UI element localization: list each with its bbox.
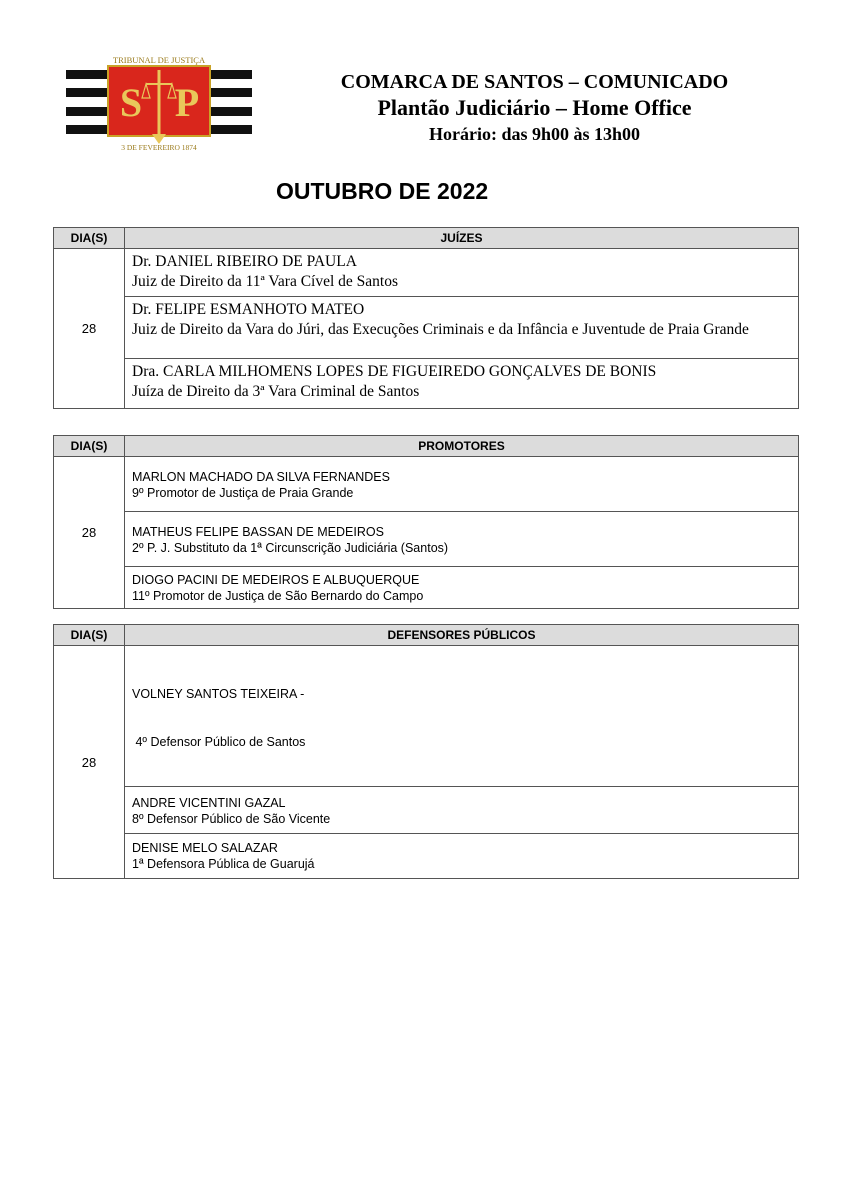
entry-name: VOLNEY SANTOS TEIXEIRA - (132, 687, 305, 701)
tribunal-logo (66, 52, 252, 152)
entry-name: MATHEUS FELIPE BASSAN DE MEDEIROS (132, 525, 384, 539)
entry-role: 2º P. J. Substituto da 1ª Circunscrição Judiciária (Santos) (132, 541, 449, 555)
logo-letter-s: S (119, 80, 143, 125)
entry-name: DENISE MELO SALAZAR (132, 841, 278, 855)
day-cell: 28 (54, 457, 125, 609)
header-line-plantao: Plantão Judiciário – Home Office (377, 95, 692, 120)
entry-role: Juíza de Direito da 3ª Vara Criminal de Santos (132, 383, 420, 400)
table-row (125, 567, 799, 609)
entry-role: 9º Promotor de Justiça de Praia Grande (132, 486, 354, 500)
logo-bottom-text: 3 DE FEVEREIRO 1874 (121, 143, 197, 152)
entry-role: 1ª Defensora Pública de Guarujá (132, 857, 315, 871)
judges-header: JUÍZES (125, 228, 799, 249)
prosecutors-table (53, 435, 799, 609)
header-line-comarca: COMARCA DE SANTOS – COMUNICADO (340, 71, 729, 93)
entry-name: DIOGO PACINI DE MEDEIROS E ALBUQUERQUE (132, 573, 420, 587)
day-column-header: DIA(S) (54, 625, 125, 646)
day-column-header: DIA(S) (54, 228, 125, 249)
logo-top-text: TRIBUNAL DE JUSTIÇA (112, 55, 206, 65)
entry-role: 8º Defensor Público de São Vicente (132, 812, 331, 826)
entry-role: 11º Promotor de Justiça de São Bernardo do Campo (132, 589, 424, 603)
prosecutors-header: PROMOTORES (125, 436, 799, 457)
day-cell: 28 (54, 249, 125, 409)
judges-table (53, 227, 799, 409)
entry-name: ANDRE VICENTINI GAZAL (132, 796, 286, 810)
entry-role: 4º Defensor Público de Santos (132, 735, 306, 749)
day-column-header: DIA(S) (54, 436, 125, 457)
table-row (125, 297, 799, 359)
table-row (125, 249, 799, 297)
table-row (125, 512, 799, 567)
table-row (125, 787, 799, 834)
entry-name: Dr. FELIPE ESMANHOTO MATEO (132, 301, 365, 318)
month-title: OUTUBRO DE 2022 (276, 178, 489, 204)
entry-role: Juiz de Direito da Vara do Júri, das Execuções Criminais e da Infância e Juventude de Praia Grande (132, 321, 749, 338)
logo-letter-p: P (174, 80, 200, 125)
day-cell: 28 (54, 646, 125, 879)
table-row (125, 834, 799, 879)
defenders-table (53, 624, 799, 879)
table-row (125, 457, 799, 512)
entry-role: Juiz de Direito da 11ª Vara Cível de Santos (132, 273, 398, 290)
header-line-horario: Horário: das 9h00 às 13h00 (428, 124, 641, 144)
table-row (125, 359, 799, 409)
entry-name: Dr. DANIEL RIBEIRO DE PAULA (132, 253, 357, 270)
document-header (282, 70, 787, 146)
table-row (125, 646, 799, 787)
entry-name: MARLON MACHADO DA SILVA FERNANDES (132, 470, 390, 484)
entry-name: Dra. CARLA MILHOMENS LOPES DE FIGUEIREDO GONÇALVES DE BONIS (132, 363, 657, 380)
defenders-header: DEFENSORES PÚBLICOS (125, 625, 799, 646)
